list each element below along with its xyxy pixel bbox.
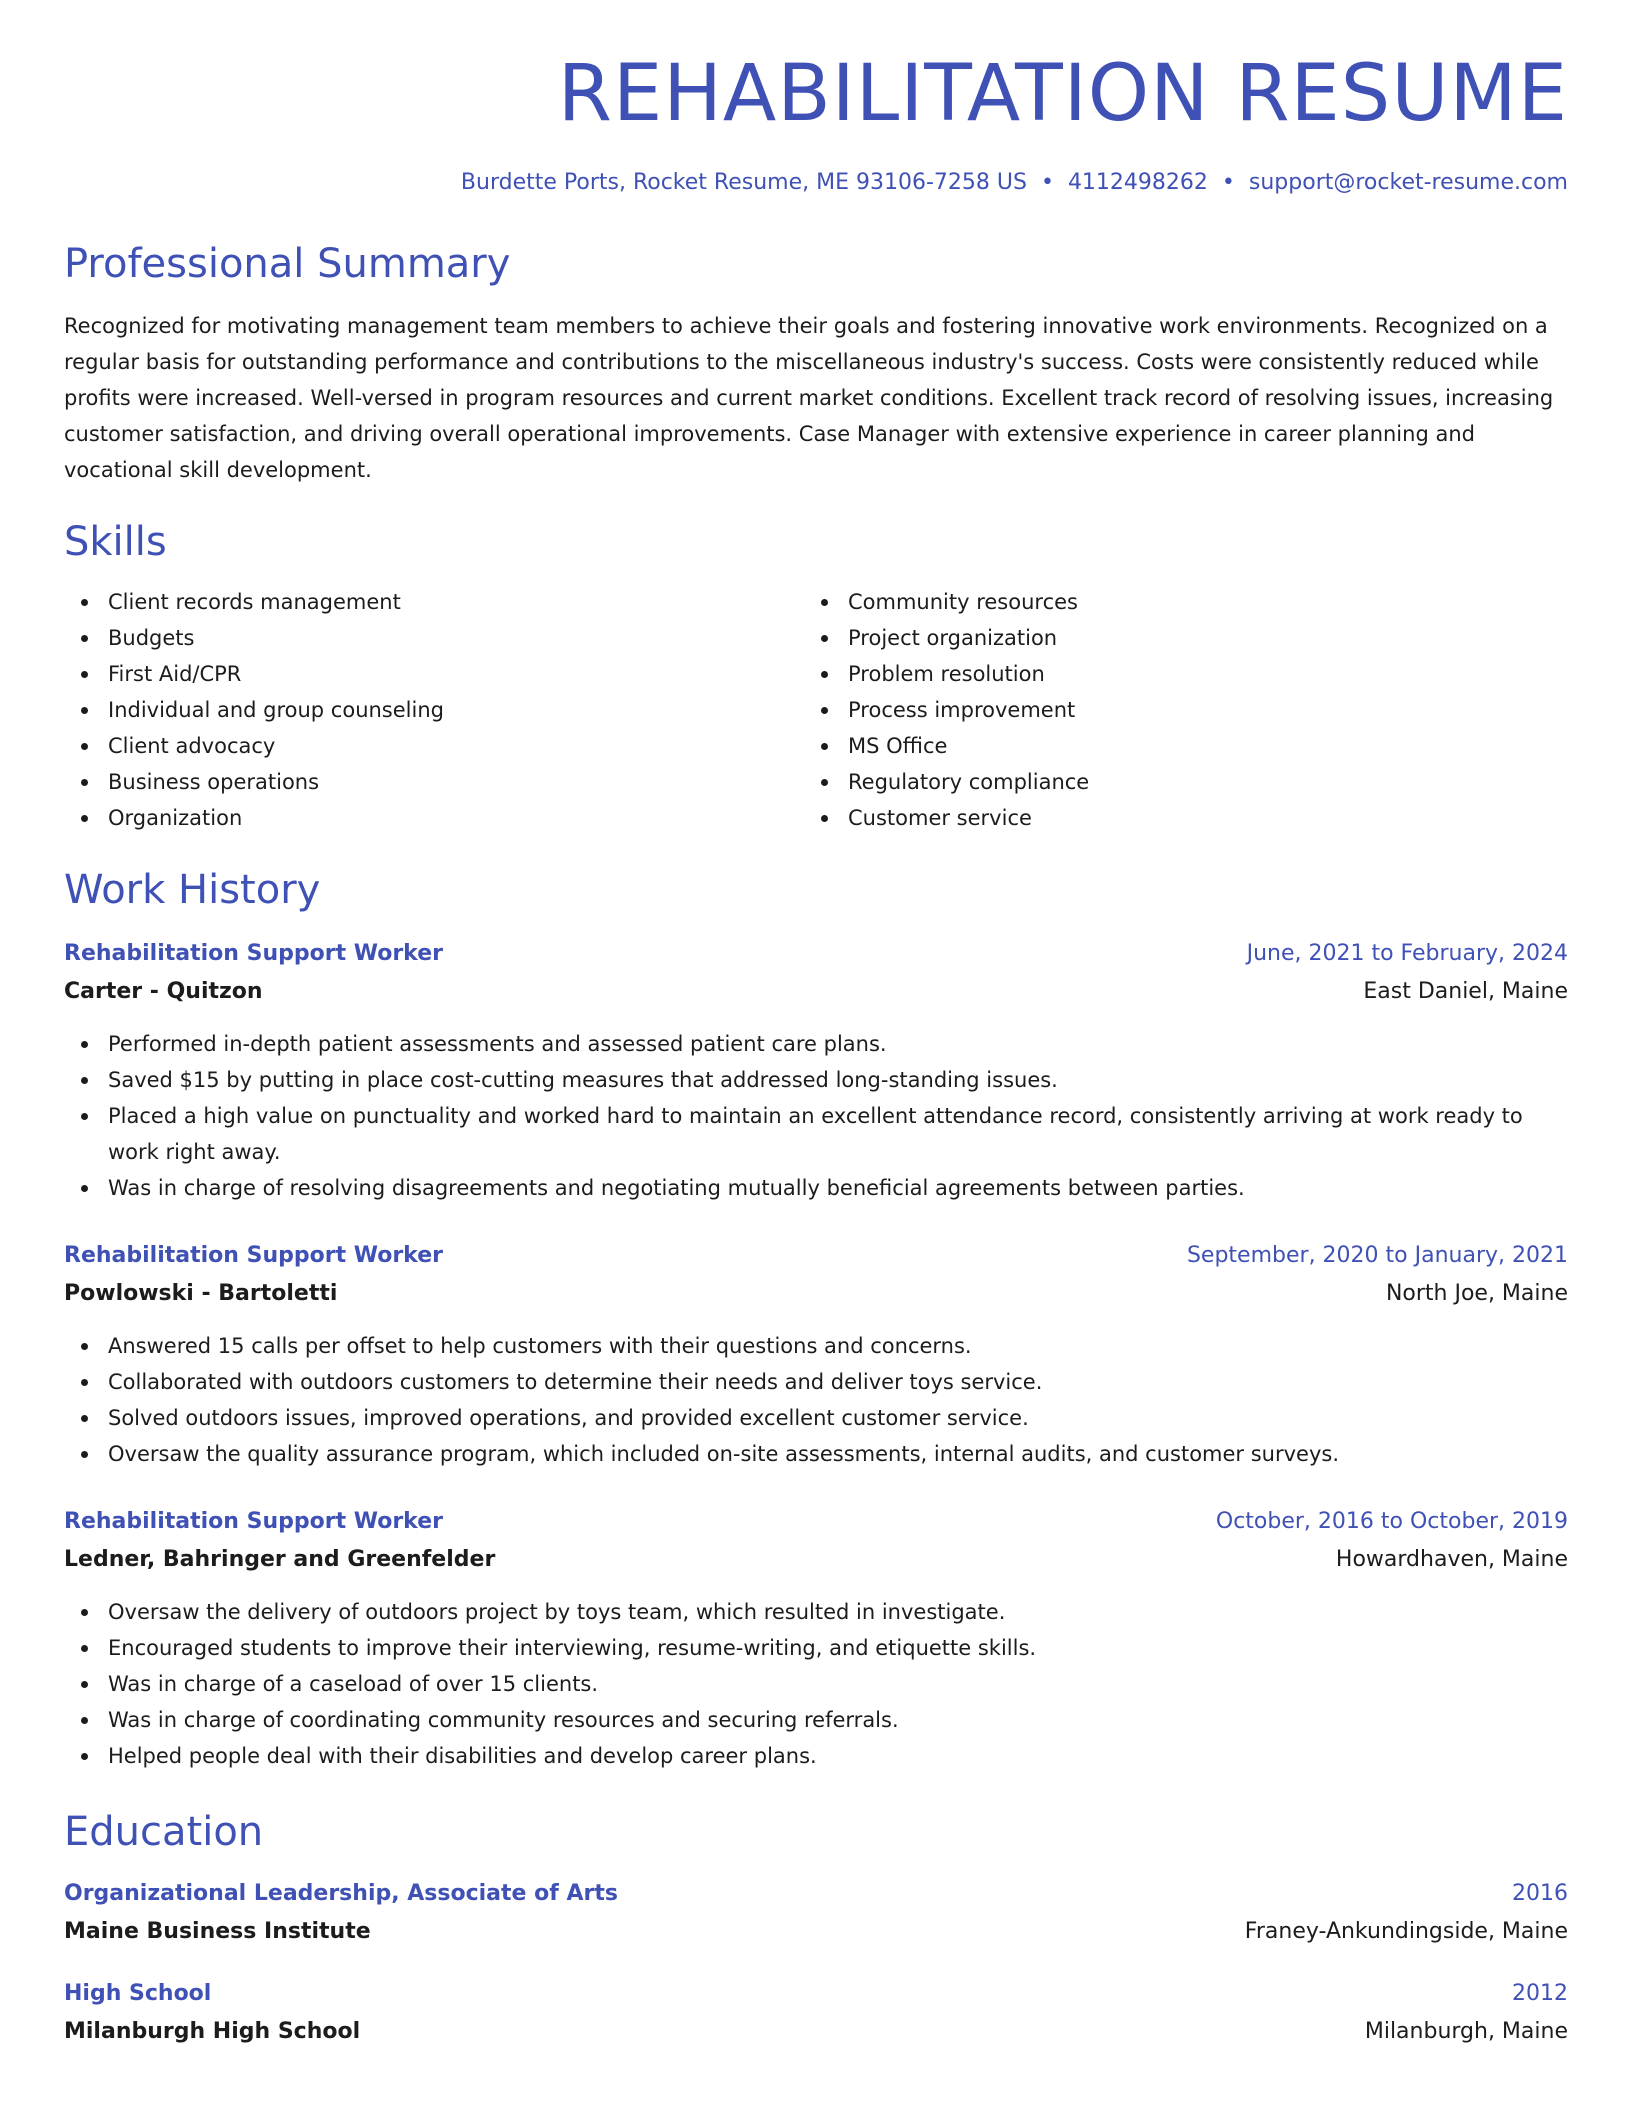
job-bullet: Saved $15 by putting in place cost-cutting measures that addressed long-standing issues.	[64, 1062, 1568, 1098]
education-degree: High School	[64, 1981, 212, 2007]
job-bullet: Placed a high value on punctuality and worked hard to maintain an excellent attendance record, consistently arriving at work ready to work right away.	[64, 1098, 1568, 1170]
job-entry	[64, 1240, 1568, 1472]
job-entry	[64, 938, 1568, 1206]
job-bullet: Oversaw the quality assurance program, which included on-site assessments, internal audits, and customer surveys.	[64, 1436, 1568, 1472]
education-degree: Organizational Leadership, Associate of Arts	[64, 1881, 618, 1907]
job-location: East Daniel, Maine	[1363, 979, 1568, 1005]
skill-item: Individual and group counseling	[64, 692, 804, 728]
skill-item: Customer service	[804, 800, 1544, 836]
job-subheader	[64, 1538, 1568, 1576]
job-bullets	[64, 1328, 1568, 1472]
contact-separator: •	[1221, 169, 1235, 195]
job-bullet: Was in charge of resolving disagreements and negotiating mutually beneficial agreements between parties.	[64, 1170, 1568, 1206]
job-location: Howardhaven, Maine	[1335, 1547, 1568, 1573]
summary-text: Recognized for motivating management team members to achieve their goals and fostering innovative work environments. Recognized on a regular basis for outstanding performance and contributions to the miscellaneous industry's success. Costs were consistently reduced while profits were increased. Well-versed in program resources and current market conditions. Excellent track record of resolving issues, increasing customer satisfaction, and driving overall operational improvements. Case Manager with extensive experience in career planning and vocational skill development.	[64, 314, 1554, 483]
job-header	[64, 1506, 1568, 1538]
skill-item: Process improvement	[804, 692, 1544, 728]
education-entry	[64, 1978, 1568, 2048]
education-subheader	[64, 1910, 1568, 1948]
job-title: Rehabilitation Support Worker	[64, 1509, 443, 1535]
job-subheader	[64, 1272, 1568, 1310]
job-bullet: Helped people deal with their disabilities and develop career plans.	[64, 1738, 1568, 1774]
summary-heading: Professional Summary	[64, 241, 511, 288]
job-employer: Powlowski - Bartoletti	[64, 1281, 338, 1307]
education-subheader	[64, 2010, 1568, 2048]
skill-item: Business operations	[64, 764, 804, 800]
job-employer: Ledner, Bahringer and Greenfelder	[64, 1547, 496, 1573]
skill-item: Community resources	[804, 584, 1544, 620]
contact-email: support@rocket-resume.com	[1248, 169, 1568, 195]
education-location: Franey-Ankundingside, Maine	[1244, 1919, 1568, 1945]
contact-separator: •	[1040, 169, 1054, 195]
skill-item: Project organization	[804, 620, 1544, 656]
job-dates: September, 2020 to January, 2021	[1186, 1243, 1568, 1269]
skill-item: Organization	[64, 800, 804, 836]
job-location: North Joe, Maine	[1385, 1281, 1568, 1307]
job-entry	[64, 1506, 1568, 1774]
skills-heading: Skills	[64, 519, 167, 566]
job-header	[64, 1240, 1568, 1272]
job-title: Rehabilitation Support Worker	[64, 1243, 443, 1269]
job-header	[64, 938, 1568, 970]
job-subheader	[64, 970, 1568, 1008]
education-entry	[64, 1878, 1568, 1948]
education-heading: Education	[64, 1809, 264, 1856]
job-bullet: Solved outdoors issues, improved operations, and provided excellent customer service.	[64, 1400, 1568, 1436]
contact-line	[64, 170, 1568, 196]
skill-item: Regulatory compliance	[804, 764, 1544, 800]
job-bullet: Oversaw the delivery of outdoors project by toys team, which resulted in investigate.	[64, 1594, 1568, 1630]
contact-phone: 4112498262	[1067, 169, 1208, 195]
job-bullet: Encouraged students to improve their interviewing, resume-writing, and etiquette skills.	[64, 1630, 1568, 1666]
job-dates: October, 2016 to October, 2019	[1215, 1509, 1568, 1535]
job-employer: Carter - Quitzon	[64, 979, 263, 1005]
education-school: Milanburgh High School	[64, 2019, 361, 2045]
education-school: Maine Business Institute	[64, 1919, 371, 1945]
education-year: 2012	[1512, 1981, 1568, 2007]
job-bullet: Answered 15 calls per offset to help customers with their questions and concerns.	[64, 1328, 1568, 1364]
contact-address: Burdette Ports, Rocket Resume, ME 93106-7258 US	[460, 169, 1027, 195]
skills-column-left	[64, 584, 804, 836]
skill-item: MS Office	[804, 728, 1544, 764]
skills-list	[64, 584, 1568, 836]
resume-name: REHABILITATION RESUME	[557, 49, 1568, 139]
skill-item: Problem resolution	[804, 656, 1544, 692]
job-bullet: Was in charge of a caseload of over 15 clients.	[64, 1666, 1568, 1702]
skills-column-right	[804, 584, 1544, 836]
job-title: Rehabilitation Support Worker	[64, 941, 443, 967]
job-bullet: Was in charge of coordinating community resources and securing referrals.	[64, 1702, 1568, 1738]
skill-item: Budgets	[64, 620, 804, 656]
job-bullets	[64, 1594, 1568, 1774]
skill-item: Client records management	[64, 584, 804, 620]
skill-item: Client advocacy	[64, 728, 804, 764]
job-bullets	[64, 1026, 1568, 1206]
job-bullet: Performed in-depth patient assessments and assessed patient care plans.	[64, 1026, 1568, 1062]
work-history-heading: Work History	[64, 867, 321, 914]
job-dates: June, 2021 to February, 2024	[1246, 941, 1568, 967]
education-header	[64, 1878, 1568, 1910]
education-location: Milanburgh, Maine	[1364, 2019, 1568, 2045]
education-year: 2016	[1512, 1881, 1568, 1907]
skill-item: First Aid/CPR	[64, 656, 804, 692]
job-bullet: Collaborated with outdoors customers to determine their needs and deliver toys service.	[64, 1364, 1568, 1400]
education-header	[64, 1978, 1568, 2010]
